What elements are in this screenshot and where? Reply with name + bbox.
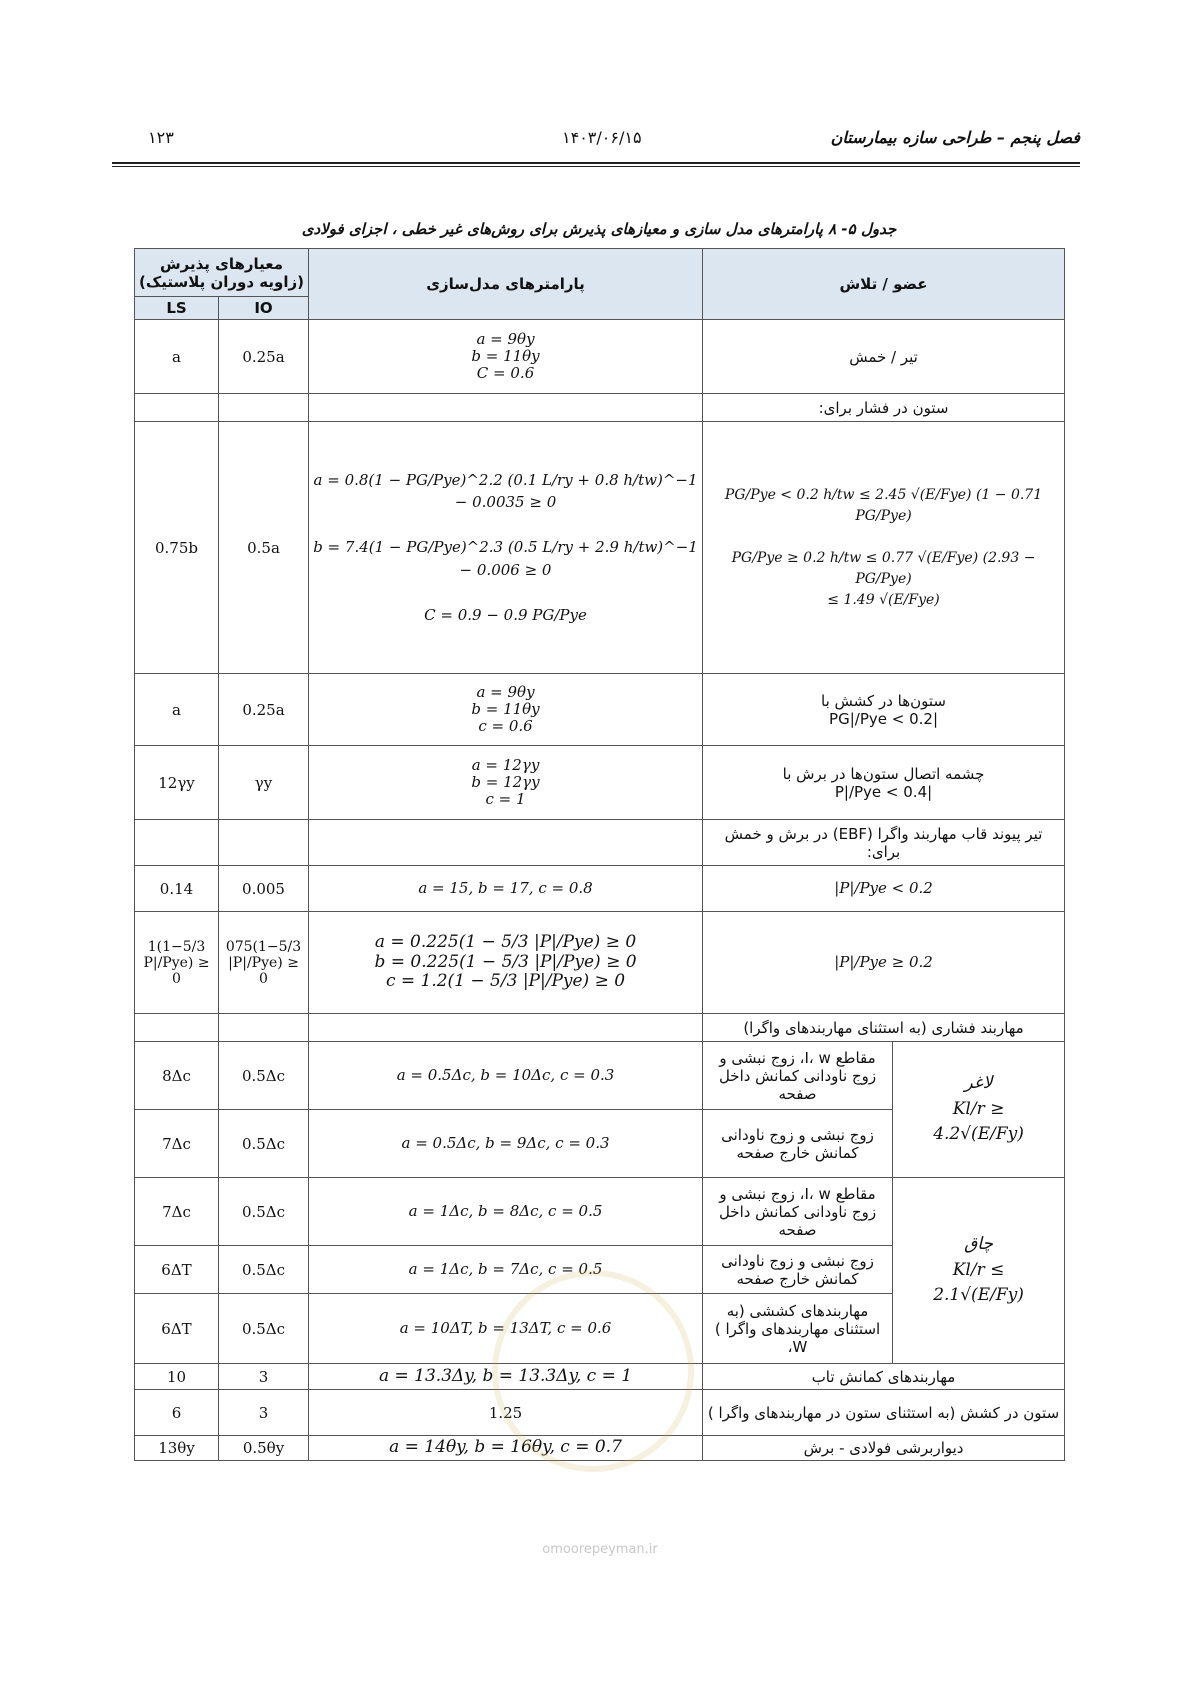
ls-cell: 1(1−5/3 P|/Pye) ≥ 0 — [135, 912, 219, 1014]
member-cell: تیر / خمش — [703, 320, 1065, 394]
params-cell: a = 9θy b = 11θy c = 0.6 — [309, 674, 703, 746]
io-cell — [219, 1014, 309, 1042]
params-cell — [309, 394, 703, 422]
stocky-group-cell: چاق Kl/r ≤ 2.1√(E/Fy) — [893, 1178, 1065, 1364]
params-cell: 1.25 — [309, 1390, 703, 1436]
page-number: ۱۲۳ — [148, 128, 174, 147]
table-row — [135, 1390, 1065, 1436]
params-cell — [309, 820, 703, 866]
member-cell: دیواربرشی فولادی - برش — [703, 1436, 1065, 1461]
table-row — [135, 394, 1065, 422]
io-cell: 0.5Δc — [219, 1294, 309, 1364]
ls-cell: a — [135, 674, 219, 746]
params-cell: a = 0.5Δc, b = 9Δc, c = 0.3 — [309, 1110, 703, 1178]
params-cell: a = 15, b = 17, c = 0.8 — [309, 866, 703, 912]
member-cell: مقاطع I، w، زوج نبشی و زوج ناودانی کمانش داخل صفحه — [703, 1178, 893, 1246]
member-cell: چشمه اتصال ستون‌ها در برش با |P|/Pye < 0.4 — [703, 746, 1065, 820]
ls-cell: 0.14 — [135, 866, 219, 912]
header-member: عضو / تلاش — [703, 249, 1065, 320]
table-row — [135, 820, 1065, 866]
chapter-title: فصل پنجم – طراحی سازه بیمارستان — [830, 128, 1080, 147]
io-cell — [219, 394, 309, 422]
ls-cell: 7Δc — [135, 1110, 219, 1178]
header-rule — [112, 162, 1080, 164]
ls-cell: 7Δc — [135, 1178, 219, 1246]
ls-cell — [135, 394, 219, 422]
header-criteria: معیارهای پذیرش (زاویه دوران پلاستیک) — [135, 249, 309, 297]
member-cell: مهاربندهای کششی (به استثنای مهاربندهای واگرا ) W، — [703, 1294, 893, 1364]
header-ls: LS — [135, 297, 219, 320]
io-cell: 3 — [219, 1390, 309, 1436]
ls-cell: 13θy — [135, 1436, 219, 1461]
table-caption: جدول ۵- ۸ پارامترهای مدل سازی و معیازهای پذیرش برای روش‌های غیر خطی ، اجزای فولادی — [301, 220, 897, 238]
table-row — [135, 1436, 1065, 1461]
table-row — [135, 422, 1065, 674]
io-cell: 0.5Δc — [219, 1246, 309, 1294]
ls-cell — [135, 1014, 219, 1042]
io-cell: 0.25a — [219, 320, 309, 394]
ls-cell: 0.75b — [135, 422, 219, 674]
ls-cell: 10 — [135, 1364, 219, 1390]
table-row — [135, 1178, 1065, 1246]
table-row — [135, 866, 1065, 912]
member-cell: زوج نبشی و زوج ناودانی کمانش خارج صفحه — [703, 1110, 893, 1178]
member-cell: |P|/Pye < 0.2 — [703, 866, 1065, 912]
io-cell: 0.5θy — [219, 1436, 309, 1461]
table-row — [135, 1364, 1065, 1390]
table-row — [135, 912, 1065, 1014]
ls-cell — [135, 820, 219, 866]
params-cell: a = 14θy, b = 16θy, c = 0.7 — [309, 1436, 703, 1461]
params-cell: a = 13.3Δy, b = 13.3Δy, c = 1 — [309, 1364, 703, 1390]
table-row — [135, 320, 1065, 394]
params-cell: a = 10ΔT, b = 13ΔT, c = 0.6 — [309, 1294, 703, 1364]
ls-cell: 6ΔT — [135, 1294, 219, 1364]
table-row — [135, 674, 1065, 746]
io-cell: 0.5Δc — [219, 1042, 309, 1110]
io-cell: 0.5a — [219, 422, 309, 674]
acceptance-criteria-table — [134, 248, 1065, 1461]
member-cell: PG/Pye < 0.2 h/tw ≤ 2.45 √(E/Fye) (1 − 0.71 PG/Pye) PG/Pye ≥ 0.2 h/tw ≤ 0.77 √(E/Fye) (2.93 − PG/Pye) ≤ 1.49 √(E/Fye) — [703, 422, 1065, 674]
io-cell: γy — [219, 746, 309, 820]
header-date: ۱۴۰۳/۰۶/۱۵ — [562, 128, 642, 147]
params-cell: a = 12γy b = 12γy c = 1 — [309, 746, 703, 820]
ls-cell: a — [135, 320, 219, 394]
params-cell: a = 0.5Δc, b = 10Δc, c = 0.3 — [309, 1042, 703, 1110]
io-cell: 075(1−5/3 |P|/Pye) ≥ 0 — [219, 912, 309, 1014]
ls-cell: 12γy — [135, 746, 219, 820]
header-io: IO — [219, 297, 309, 320]
member-cell: ستون در فشار برای: — [703, 394, 1065, 422]
member-cell: ستون در کشش (به استثنای ستون در مهاربندهای واگرا ) — [703, 1390, 1065, 1436]
io-cell — [219, 820, 309, 866]
params-cell: a = 0.225(1 − 5/3 |P|/Pye) ≥ 0 b = 0.225(1 − 5/3 |P|/Pye) ≥ 0 c = 1.2(1 − 5/3 |P|/Pye) ≥ 0 — [309, 912, 703, 1014]
io-cell: 0.25a — [219, 674, 309, 746]
member-cell: زوج نبشی و زوج ناودانی کمانش خارج صفحه — [703, 1246, 893, 1294]
member-cell: تیر پیوند قاب مهاربند واگرا (EBF) در برش و خمش برای: — [703, 820, 1065, 866]
member-cell: مهاربندهای کمانش تاب — [703, 1364, 1065, 1390]
member-cell: ستون‌ها در کشش با |PG|/Pye < 0.2 — [703, 674, 1065, 746]
ls-cell: 6ΔT — [135, 1246, 219, 1294]
io-cell: 0.5Δc — [219, 1178, 309, 1246]
ls-cell: 8Δc — [135, 1042, 219, 1110]
params-cell: a = 1Δc, b = 8Δc, c = 0.5 — [309, 1178, 703, 1246]
params-cell: a = 9θy b = 11θy C = 0.6 — [309, 320, 703, 394]
table-row — [135, 1014, 1065, 1042]
header-rule-thin — [112, 166, 1080, 167]
member-cell: مهاربند فشاری (به استثنای مهاربندهای واگرا) — [703, 1014, 1065, 1042]
params-cell: a = 0.8(1 − PG/Pye)^2.2 (0.1 L/ry + 0.8 h/tw)^−1 − 0.0035 ≥ 0 b = 7.4(1 − PG/Pye)^2.3 (0.5 L/ry + 2.9 h/tw)^−1 − 0.006 ≥ 0 C = 0.9 − 0.9 PG/Pye — [309, 422, 703, 674]
header-params: پارامترهای مدل‌سازی — [309, 249, 703, 320]
member-cell: |P|/Pye ≥ 0.2 — [703, 912, 1065, 1014]
io-cell: 0.005 — [219, 866, 309, 912]
io-cell: 3 — [219, 1364, 309, 1390]
slender-group-cell: لاغر Kl/r ≥ 4.2√(E/Fy) — [893, 1042, 1065, 1178]
table-row — [135, 746, 1065, 820]
member-cell: مقاطع I، w، زوج نبشی و زوج ناودانی کمانش داخل صفحه — [703, 1042, 893, 1110]
io-cell: 0.5Δc — [219, 1110, 309, 1178]
params-cell: a = 1Δc, b = 7Δc, c = 0.5 — [309, 1246, 703, 1294]
table-row — [135, 1042, 1065, 1110]
params-cell — [309, 1014, 703, 1042]
ls-cell: 6 — [135, 1390, 219, 1436]
watermark-url: omoorepeyman.ir — [542, 1542, 658, 1557]
